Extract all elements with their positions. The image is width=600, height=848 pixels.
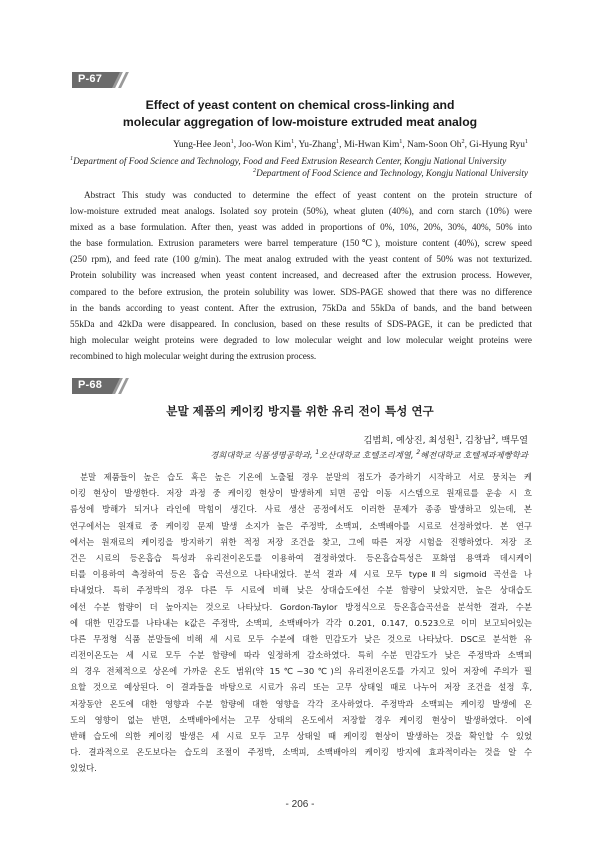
author: 김범희 <box>363 435 391 446</box>
title-line: molecular aggregation of low-moisture extruded meat analog <box>122 115 478 129</box>
abstract-en <box>70 187 532 364</box>
author: 백무열 <box>501 435 528 446</box>
body-line: 요할 것으로 예상된다. 이 결과들을 바탕으로 시료가 유리 또는 고무 상태일 때로 나누어 저장 조건을 설정 후, <box>70 682 532 693</box>
badge-label: P-68 <box>78 379 103 391</box>
body-line: 분말 제품들이 높은 습도 혹은 높은 기온에 노출될 경우 분말의 점도가 증가하기 시작하고 서로 뭉치는 케 <box>80 472 532 482</box>
abstract-line: compared to the before extrusion, the protein solubility was lower. SDS-PAGE showed that there was no difference <box>70 286 532 297</box>
body-line: 연구에서는 원재료 중 케이킹 문제 발생 소지가 높은 주정박, 소맥피, 소맥배아를 시료로 선정하였다. 본 연구 <box>70 520 532 531</box>
abstract-badge-p68 <box>72 378 122 394</box>
author-list-en: Yung-Hee Jeon$^1$, Joo-Won Kim$^1$, Yu-Zhang$^1$, Mi-Hwan Kim$^1$, Nam-Soon Oh$^2$, Gi-Hyung Ryu$^1$ <box>173 137 528 150</box>
body-line: 터를 이용하여 측정하여 등온 흡습 곡선으로 나타내었다. 분석 결과 세 시료 모두 typeⅡ의 sigmoid 곡선을 나 <box>70 569 532 580</box>
abstract-line: 55kDa and 42kDa were disappeared. In conclusion, based on these results of SDS-PAGE, it can be predicted that <box>70 318 532 329</box>
paper-title-en <box>60 97 540 131</box>
body-line: 름성에 방해가 되거나 라인에 막힘이 생긴다. 사료 생산 공정에서도 이러한 문제가 종종 발생하고 있는데, 본 <box>70 504 532 515</box>
author: Joo-Won Kim$^1$ <box>238 137 295 150</box>
affiliation-2: $^2$Department of Food Science and Technology, Kongju National University <box>252 166 528 178</box>
body-line: 에서는 원재료의 케이킹을 방지하기 위한 적정 저장 조건을 찾고, 그에 따른 저장 시험을 진행하였다. 저장 조 <box>70 536 532 547</box>
body-line: 이킹 현상이 발생한다. 저장 과정 중 케이킹 현상이 발생하게 되면 공압 이동 시스템으로 원재료를 운송 시 흐 <box>70 488 532 499</box>
abstract-line: mixed as a base formulation. After then, yeast was added in proportions of 0%, 10%, 20%, 30%, 40%, 50% into <box>70 222 532 233</box>
page-number: - 206 - <box>285 799 315 810</box>
abstract-line: Abstract This study was conducted to determine the effect of yeast content on the protein structure of <box>84 190 532 200</box>
abstract-line: (250 rpm), and feed rate (100 g/min). The meat analog extruded with the yeast content of 50% was not texturized. <box>70 254 532 265</box>
author-list-ko: 김범희, 예상진, 최성원$^1$, 김창남$^2$, 백무열 <box>363 433 528 446</box>
abstract-line: high molecular weight proteins were degraded to low molecular weight and low molecular weight proteins were <box>70 334 532 345</box>
body-line: 의 경우 전체적으로 상온에 가까운 온도 범위(약 15℃~30℃)의 유리전이온도를 가지고 있어 저장에 주의가 필 <box>70 666 532 677</box>
abstract-ko <box>70 469 532 777</box>
body-line: 에 대한 민감도를 나타내는 k값은 주정박, 소맥피, 소맥배아가 각각 0.201, 0.147, 0.523으로 이미 보고되어있는 <box>70 617 532 628</box>
body-line: 에선 수분 함량이 더 높아지는 것으로 나타났다. Gordon-Taylor 방정식으로 등온흡습곡선을 분석한 결과, 수분 <box>70 601 532 612</box>
abstract-line: the base formulation. Extrusion parameters were barrel temperature (150℃), moisture content (40%), screw speed <box>70 238 532 249</box>
affiliation-ko: 경희대학교 식품생명공학과, $^1$오산대학교 호텔조리계열, $^2$혜전대학교 호텔제과제빵학과 <box>210 449 528 460</box>
body-line: 다른 무정형 식품 분말들에 비해 세 시료 모두 수분에 대한 민감도가 낮은 것으로 나타났다. DSC로 분석한 유 <box>70 633 532 644</box>
paper-title-ko: 분말 제품의 케이킹 방지를 위한 유리 전이 특성 연구 <box>166 404 434 418</box>
body-line: 리전이온도는 세 시료 모두 수분 함량에 따라 일정하게 감소하였다. 특히 수분 민감도가 낮은 주정박과 소맥피 <box>70 650 532 661</box>
title-line: Effect of yeast content on chemical cross-linking and <box>145 98 455 112</box>
affiliation-1: $^1$Department of Food Science and Technology, Food and Feed Extrusion Research Center, Kongju National University <box>70 154 507 166</box>
body-line: 도의 영향이 없는 반면, 소맥배아에서는 고무 상태의 온도에서 저장할 경우 케이킹 현상이 발생하였다. 이에 <box>70 714 532 725</box>
badge-label: P-67 <box>78 73 103 85</box>
body-line: 있었다. <box>70 763 97 774</box>
body-line: 건은 시료의 등온흡습 특성과 유리전이온도를 이용하여 결정하였다. 등온흡습특성은 포화염 용액과 데시케이 <box>70 552 532 563</box>
body-line: 저장동안 온도에 대한 영향과 수분 함량에 대한 영향을 각각 조사하였다. 주정박과 소맥피는 케이킹 발생에 온 <box>70 698 532 709</box>
author: Yu-Zhang$^1$ <box>298 137 340 150</box>
author: Yung-Hee Jeon$^1$ <box>173 137 234 150</box>
abstract-line: Protein solubility was increased when yeast content increased, and decreased after the extrusion process. However, <box>70 270 532 281</box>
abstract-badge-p67 <box>72 72 122 88</box>
author: Nam-Soon Oh$^2$ <box>407 137 465 150</box>
author: 예상진 <box>396 435 423 446</box>
body-line: 다. 결과적으로 온도보다는 습도의 조절이 주정박, 소맥피, 소맥배아의 케이킹 방지에 효과적이라는 것을 알 수 <box>70 747 532 758</box>
body-line: 반해 습도에 의한 케이킹 발생은 세 시료 모두 고무 상태일 때 케이킹 현상이 발생하는 것을 확인할 수 있었 <box>70 731 532 741</box>
abstract-line: in the bands according to yeast content. After the extrusion, 75kDa and 55kDa of bands, and the band between <box>70 302 532 313</box>
abstract-line: recombined to high molecular weight during the extrusion process. <box>70 350 317 361</box>
author: Mi-Hwan Kim$^1$ <box>343 137 403 150</box>
author: Gi-Hyung Ryu$^1$ <box>469 137 528 150</box>
author: 최성원$^1$ <box>428 433 460 446</box>
abstract-line: low-moisture extruded meat analogs. Isolated soy protein (50%), wheat gluten (40%), and corn starch (10%) were <box>70 206 532 217</box>
author: 김창남$^2$ <box>464 433 496 446</box>
body-line: 타내었다. 특히 주정박의 경우 다른 두 시료에 비해 낮은 상대습도에선 수분 함량이 낮았지만, 높은 상대습도 <box>70 585 532 596</box>
